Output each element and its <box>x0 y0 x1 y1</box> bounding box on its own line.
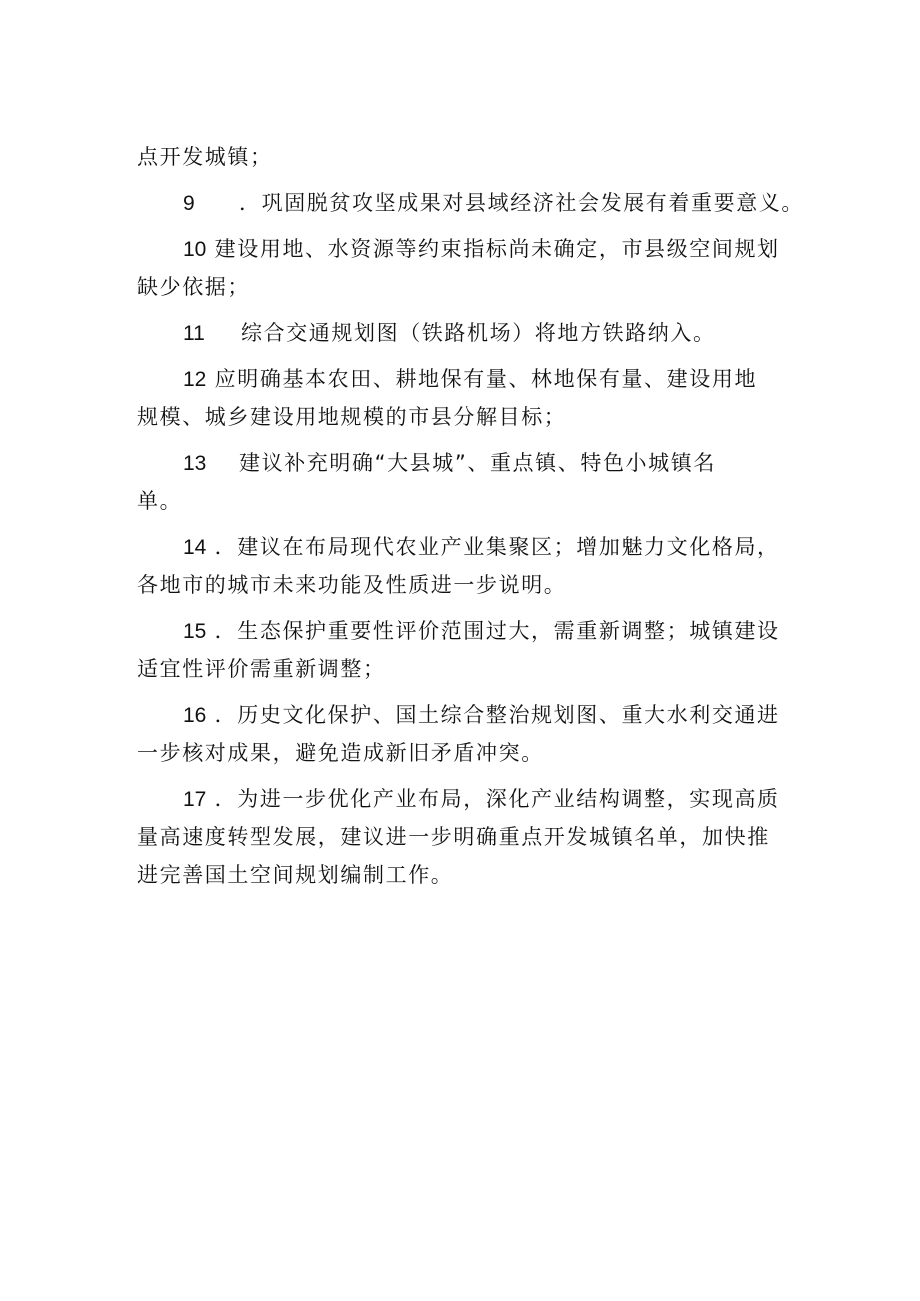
item-17-continued-1: 量高速度转型发展，建议进一步明确重点开发城镇名单，加快推 <box>137 825 770 849</box>
item-16: 16 ．历史文化保护、国土综合整治规划图、重大水利交通进 <box>137 696 797 734</box>
item-number: 12 <box>183 368 207 391</box>
item-17-continued-2: 进完善国土空间规划编制工作。 <box>137 863 454 887</box>
item-9: 9 ．巩固脱贫攻坚成果对县域经济社会发展有着重要意义。 <box>137 184 797 222</box>
document-body <box>137 138 804 894</box>
item-10-continued: 缺少依据； <box>137 275 250 299</box>
item-15-continued: 适宜性评价需重新调整； <box>137 657 386 681</box>
item-11: 11 综合交通规划图（铁路机场）将地方铁路纳入。 <box>137 314 797 352</box>
item-number: 15 <box>183 620 207 643</box>
item-14-continued: 各地市的城市未来功能及性质进一步说明。 <box>137 573 567 597</box>
item-17: 17 ．为进一步优化产业布局，深化产业结构调整，实现高质 <box>137 780 797 818</box>
item-number: 13 <box>183 452 207 475</box>
item-13: 13 建议补充明确“大县城”、重点镇、特色小城镇名 <box>137 444 797 482</box>
item-number: 10 <box>183 238 207 261</box>
item-10: 10 建设用地、水资源等约束指标尚未确定，市县级空间规划 <box>137 230 797 268</box>
item-15: 15 ．生态保护重要性评价范围过大，需重新调整；城镇建设 <box>137 612 797 650</box>
item-number: 17 <box>183 788 207 811</box>
item-number: 11 <box>183 322 205 345</box>
item-number: 9 <box>183 192 195 215</box>
item-number: 16 <box>183 704 207 727</box>
item-14: 14 ．建议在布局现代农业产业集聚区；增加魅力文化格局， <box>137 528 797 566</box>
continuation-line: 点开发城镇； <box>137 145 273 169</box>
item-13-continued: 单。 <box>137 489 183 513</box>
item-12-continued: 规模、城乡建设用地规模的市县分解目标； <box>137 405 567 429</box>
item-number: 14 <box>183 536 207 559</box>
item-12: 12 应明确基本农田、耕地保有量、林地保有量、建设用地 <box>137 360 797 398</box>
item-16-continued: 一步核对成果，避免造成新旧矛盾冲突。 <box>137 741 544 765</box>
